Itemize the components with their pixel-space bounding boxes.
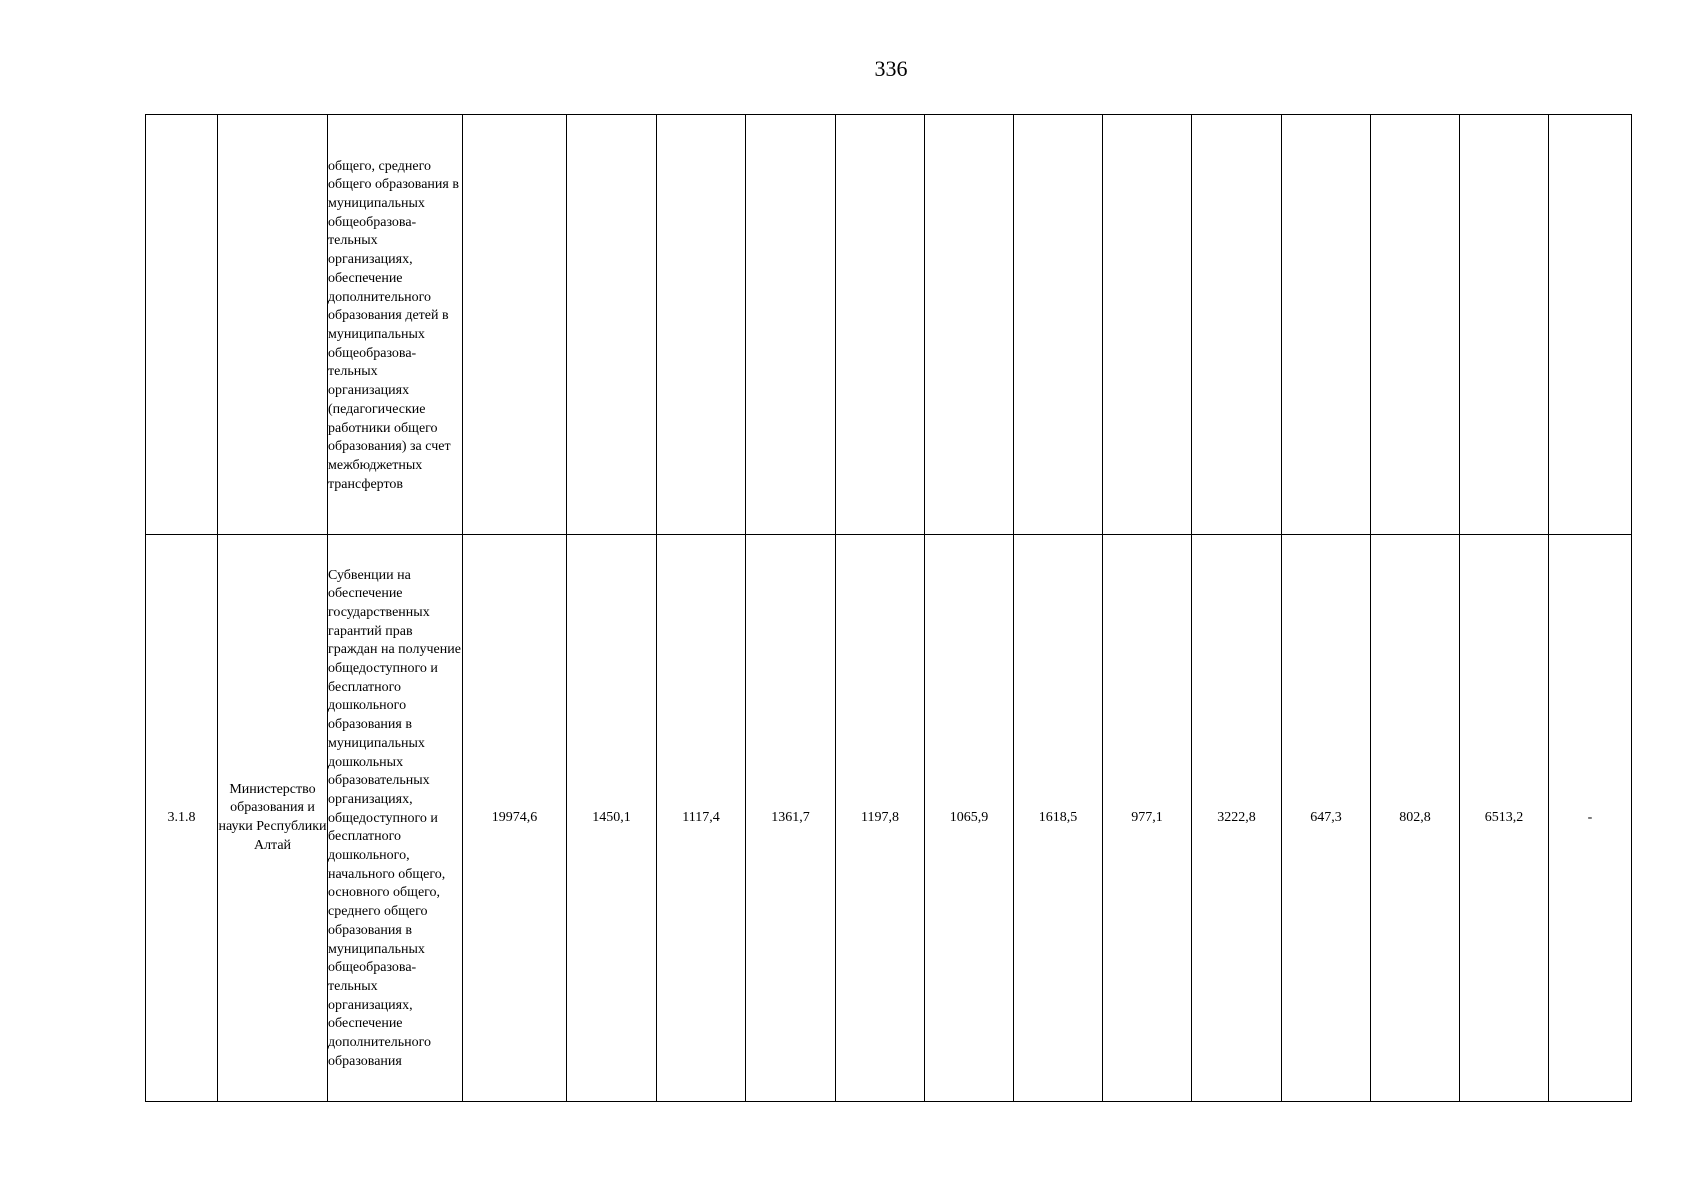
table-row — [146, 115, 1632, 535]
value-cell — [1014, 115, 1103, 535]
value-cell — [1371, 115, 1460, 535]
value-cell: 802,8 — [1371, 535, 1460, 1102]
value-cell — [1282, 115, 1371, 535]
value-cell: 1618,5 — [1014, 535, 1103, 1102]
value-cell — [836, 115, 925, 535]
value-cell — [657, 115, 746, 535]
value-cell: 977,1 — [1103, 535, 1192, 1102]
table-row — [146, 535, 1632, 1102]
value-cell: 3222,8 — [1192, 535, 1282, 1102]
value-cell: 1065,9 — [925, 535, 1014, 1102]
value-cell: 1117,4 — [657, 535, 746, 1102]
organization-cell — [218, 115, 328, 535]
value-cell: 1450,1 — [567, 535, 657, 1102]
value-cell: - — [1549, 535, 1632, 1102]
value-cell — [1103, 115, 1192, 535]
value-cell — [746, 115, 836, 535]
value-cell: 1197,8 — [836, 535, 925, 1102]
value-cell — [1192, 115, 1282, 535]
row-number-cell — [146, 115, 218, 535]
value-cell: 6513,2 — [1460, 535, 1549, 1102]
description-cell: Субвенции на обеспечение государственных гарантий прав граждан на получение общедоступного и бесплатного дошкольного образования в муниципальных дошкольных образовательных организациях, общедоступного и бесплатного дошкольного, начального общего, основного общего, среднего общего образования в муниципальных общеобразова-тельных организациях, обеспечение дополнительного образования — [328, 535, 463, 1102]
value-cell — [463, 115, 567, 535]
budget-table — [145, 114, 1632, 1102]
value-cell: 1361,7 — [746, 535, 836, 1102]
description-cell: общего, среднего общего образования в муниципальных общеобразова-тельных организациях, обеспечение дополнительного образования детей в муниципальных общеобразова-тельных организациях (педагогические работники общего образования) за счет межбюджетных трансфертов — [328, 115, 463, 535]
organization-cell: Министерство образования и науки Республики Алтай — [218, 535, 328, 1102]
value-cell — [1549, 115, 1632, 535]
value-cell — [567, 115, 657, 535]
value-cell — [925, 115, 1014, 535]
value-cell: 19974,6 — [463, 535, 567, 1102]
page-number: 336 — [874, 56, 908, 81]
row-number-cell: 3.1.8 — [146, 535, 218, 1102]
value-cell — [1460, 115, 1549, 535]
value-cell: 647,3 — [1282, 535, 1371, 1102]
